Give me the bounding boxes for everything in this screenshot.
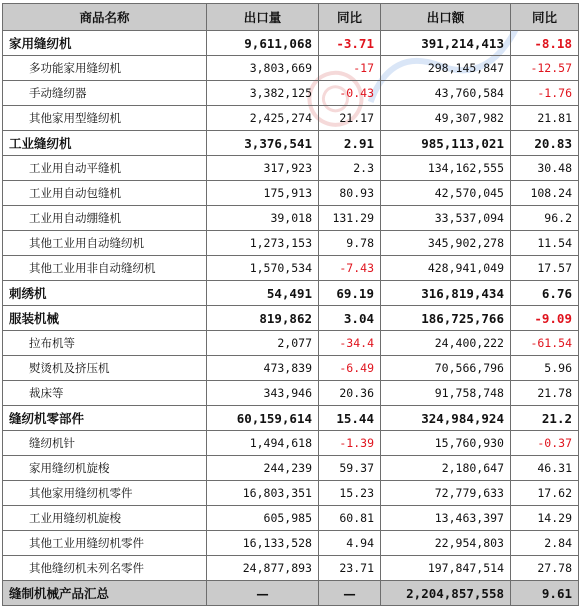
cell-qty: 1,273,153 bbox=[207, 231, 319, 256]
cell-qty-yoy: -6.49 bbox=[319, 356, 381, 381]
cell-qty: 473,839 bbox=[207, 356, 319, 381]
cell-qty-yoy: 2.91 bbox=[319, 131, 381, 156]
total-qty: — bbox=[207, 581, 319, 606]
cell-name: 其他家用型缝纫机 bbox=[3, 106, 207, 131]
cell-amount: 24,400,222 bbox=[381, 331, 511, 356]
cell-name: 工业用自动平缝机 bbox=[3, 156, 207, 181]
cell-qty: 1,570,534 bbox=[207, 256, 319, 281]
cell-name: 家用缝纫机旋梭 bbox=[3, 456, 207, 481]
cell-name: 家用缝纫机 bbox=[3, 31, 207, 56]
header-qty-yoy: 同比 bbox=[319, 4, 381, 31]
cell-amount-yoy: -12.57 bbox=[511, 56, 579, 81]
cell-qty: 16,133,528 bbox=[207, 531, 319, 556]
table-row bbox=[3, 556, 579, 581]
cell-amount-yoy: 14.29 bbox=[511, 506, 579, 531]
cell-qty: 9,611,068 bbox=[207, 31, 319, 56]
table-row bbox=[3, 206, 579, 231]
cell-name: 熨烫机及挤压机 bbox=[3, 356, 207, 381]
table-row bbox=[3, 431, 579, 456]
table-body bbox=[3, 31, 579, 581]
cell-qty-yoy: 60.81 bbox=[319, 506, 381, 531]
cell-amount-yoy: 5.96 bbox=[511, 356, 579, 381]
cell-amount-yoy: -61.54 bbox=[511, 331, 579, 356]
cell-name: 其他缝纫机未列名零件 bbox=[3, 556, 207, 581]
cell-qty-yoy: 21.17 bbox=[319, 106, 381, 131]
cell-amount-yoy: -9.09 bbox=[511, 306, 579, 331]
table-row bbox=[3, 256, 579, 281]
cell-qty: 317,923 bbox=[207, 156, 319, 181]
cell-name: 缝纫机零部件 bbox=[3, 406, 207, 431]
cell-amount-yoy: -8.18 bbox=[511, 31, 579, 56]
cell-amount: 42,570,045 bbox=[381, 181, 511, 206]
cell-name: 工业用自动绷缝机 bbox=[3, 206, 207, 231]
table-row bbox=[3, 106, 579, 131]
cell-qty-yoy: 59.37 bbox=[319, 456, 381, 481]
table-row bbox=[3, 231, 579, 256]
table-row bbox=[3, 481, 579, 506]
cell-qty: 2,077 bbox=[207, 331, 319, 356]
cell-amount-yoy: 27.78 bbox=[511, 556, 579, 581]
cell-qty-yoy: 131.29 bbox=[319, 206, 381, 231]
cell-qty: 3,376,541 bbox=[207, 131, 319, 156]
cell-qty-yoy: 4.94 bbox=[319, 531, 381, 556]
cell-amount: 15,760,930 bbox=[381, 431, 511, 456]
cell-amount-yoy: 21.78 bbox=[511, 381, 579, 406]
cell-qty: 3,382,125 bbox=[207, 81, 319, 106]
cell-amount: 70,566,796 bbox=[381, 356, 511, 381]
cell-qty: 54,491 bbox=[207, 281, 319, 306]
cell-amount: 428,941,049 bbox=[381, 256, 511, 281]
cell-qty-yoy: 9.78 bbox=[319, 231, 381, 256]
cell-amount: 49,307,982 bbox=[381, 106, 511, 131]
table-row bbox=[3, 181, 579, 206]
cell-name: 刺绣机 bbox=[3, 281, 207, 306]
cell-amount: 985,113,021 bbox=[381, 131, 511, 156]
table-row bbox=[3, 531, 579, 556]
header-amount: 出口额 bbox=[381, 4, 511, 31]
table-row bbox=[3, 456, 579, 481]
category-row bbox=[3, 281, 579, 306]
cell-amount-yoy: 30.48 bbox=[511, 156, 579, 181]
cell-amount-yoy: 17.57 bbox=[511, 256, 579, 281]
table-row bbox=[3, 81, 579, 106]
cell-amount: 2,180,647 bbox=[381, 456, 511, 481]
cell-name: 服装机械 bbox=[3, 306, 207, 331]
cell-amount-yoy: 96.2 bbox=[511, 206, 579, 231]
header-amount-yoy: 同比 bbox=[511, 4, 579, 31]
cell-amount: 316,819,434 bbox=[381, 281, 511, 306]
cell-amount-yoy: -1.76 bbox=[511, 81, 579, 106]
cell-amount: 22,954,803 bbox=[381, 531, 511, 556]
table-row bbox=[3, 56, 579, 81]
cell-qty-yoy: -17 bbox=[319, 56, 381, 81]
cell-qty-yoy: 2.3 bbox=[319, 156, 381, 181]
cell-qty-yoy: 15.44 bbox=[319, 406, 381, 431]
cell-qty: 819,862 bbox=[207, 306, 319, 331]
category-row bbox=[3, 31, 579, 56]
cell-qty: 175,913 bbox=[207, 181, 319, 206]
category-row bbox=[3, 131, 579, 156]
cell-qty-yoy: -1.39 bbox=[319, 431, 381, 456]
cell-qty: 605,985 bbox=[207, 506, 319, 531]
cell-qty-yoy: 15.23 bbox=[319, 481, 381, 506]
header-qty: 出口量 bbox=[207, 4, 319, 31]
cell-qty-yoy: 69.19 bbox=[319, 281, 381, 306]
cell-name: 工业缝纫机 bbox=[3, 131, 207, 156]
cell-amount-yoy: 11.54 bbox=[511, 231, 579, 256]
cell-name: 裁床等 bbox=[3, 381, 207, 406]
cell-name: 其他家用缝纫机零件 bbox=[3, 481, 207, 506]
cell-qty-yoy: 3.04 bbox=[319, 306, 381, 331]
total-amount-yoy: 9.61 bbox=[511, 581, 579, 606]
cell-amount: 91,758,748 bbox=[381, 381, 511, 406]
category-row bbox=[3, 406, 579, 431]
table-row bbox=[3, 506, 579, 531]
export-table bbox=[2, 3, 579, 606]
table-row bbox=[3, 381, 579, 406]
cell-amount: 324,984,924 bbox=[381, 406, 511, 431]
cell-amount: 186,725,766 bbox=[381, 306, 511, 331]
cell-amount-yoy: 17.62 bbox=[511, 481, 579, 506]
header-row bbox=[3, 4, 579, 31]
total-qty-yoy: — bbox=[319, 581, 381, 606]
cell-qty: 2,425,274 bbox=[207, 106, 319, 131]
cell-name: 缝纫机针 bbox=[3, 431, 207, 456]
cell-qty-yoy: -0.43 bbox=[319, 81, 381, 106]
cell-amount: 391,214,413 bbox=[381, 31, 511, 56]
cell-name: 拉布机等 bbox=[3, 331, 207, 356]
cell-qty-yoy: -34.4 bbox=[319, 331, 381, 356]
cell-amount-yoy: 21.81 bbox=[511, 106, 579, 131]
cell-name: 其他工业用自动缝纫机 bbox=[3, 231, 207, 256]
cell-amount-yoy: 20.83 bbox=[511, 131, 579, 156]
cell-qty: 3,803,669 bbox=[207, 56, 319, 81]
cell-qty-yoy: -7.43 bbox=[319, 256, 381, 281]
cell-name: 手动缝纫器 bbox=[3, 81, 207, 106]
cell-qty: 1,494,618 bbox=[207, 431, 319, 456]
cell-qty: 16,803,351 bbox=[207, 481, 319, 506]
cell-qty-yoy: 23.71 bbox=[319, 556, 381, 581]
total-name: 缝制机械产品汇总 bbox=[3, 581, 207, 606]
cell-qty: 24,877,893 bbox=[207, 556, 319, 581]
cell-amount-yoy: 2.84 bbox=[511, 531, 579, 556]
cell-qty-yoy: 80.93 bbox=[319, 181, 381, 206]
cell-amount-yoy: -0.37 bbox=[511, 431, 579, 456]
cell-amount: 43,760,584 bbox=[381, 81, 511, 106]
cell-qty: 60,159,614 bbox=[207, 406, 319, 431]
cell-qty: 244,239 bbox=[207, 456, 319, 481]
cell-name: 多功能家用缝纫机 bbox=[3, 56, 207, 81]
cell-amount: 13,463,397 bbox=[381, 506, 511, 531]
table-row bbox=[3, 356, 579, 381]
cell-amount: 345,902,278 bbox=[381, 231, 511, 256]
cell-amount: 72,779,633 bbox=[381, 481, 511, 506]
cell-amount: 197,847,514 bbox=[381, 556, 511, 581]
cell-amount-yoy: 6.76 bbox=[511, 281, 579, 306]
cell-name: 工业用缝纫机旋梭 bbox=[3, 506, 207, 531]
cell-name: 工业用自动包缝机 bbox=[3, 181, 207, 206]
cell-qty: 343,946 bbox=[207, 381, 319, 406]
cell-qty: 39,018 bbox=[207, 206, 319, 231]
header-name: 商品名称 bbox=[3, 4, 207, 31]
table-row bbox=[3, 331, 579, 356]
table-row bbox=[3, 156, 579, 181]
cell-amount-yoy: 46.31 bbox=[511, 456, 579, 481]
total-amount: 2,204,857,558 bbox=[381, 581, 511, 606]
cell-amount: 298,145,847 bbox=[381, 56, 511, 81]
cell-amount-yoy: 108.24 bbox=[511, 181, 579, 206]
cell-amount-yoy: 21.2 bbox=[511, 406, 579, 431]
cell-name: 其他工业用缝纫机零件 bbox=[3, 531, 207, 556]
cell-qty-yoy: -3.71 bbox=[319, 31, 381, 56]
cell-amount: 33,537,094 bbox=[381, 206, 511, 231]
cell-name: 其他工业用非自动缝纫机 bbox=[3, 256, 207, 281]
category-row bbox=[3, 306, 579, 331]
cell-amount: 134,162,555 bbox=[381, 156, 511, 181]
total-row bbox=[3, 581, 579, 606]
cell-qty-yoy: 20.36 bbox=[319, 381, 381, 406]
